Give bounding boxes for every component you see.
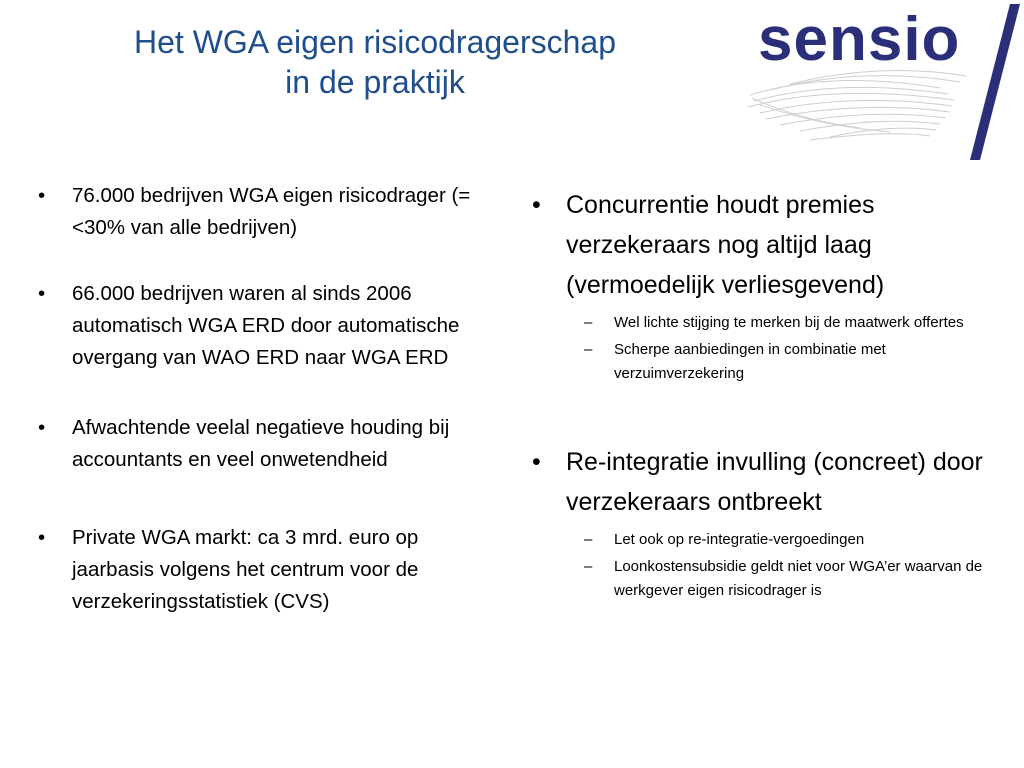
- left-bullet-1: [34, 180, 504, 244]
- sub-bullet-text: Let ook op re-integratie-vergoedingen: [614, 531, 865, 548]
- sensio-logo: [740, 0, 1024, 165]
- right-bullet-1-text: Concurrentie houdt premies verzekeraars nog altijd laag (vermoedelijk verliesgevend): [566, 191, 885, 299]
- bullet-dot: •: [532, 191, 541, 219]
- left-bullet-4: [34, 522, 504, 618]
- title-line-2: in de praktijk: [285, 64, 465, 100]
- right-bullet-2-text: Re-integratie invulling (concreet) door verzekeraars ontbreekt: [566, 448, 983, 516]
- sub-bullet: [566, 528, 998, 552]
- left-bullet-2-text: 66.000 bedrijven waren al sinds 2006 automatisch WGA ERD door automatische overgang van WAO ERD naar WGA ERD: [72, 282, 460, 369]
- sub-bullet: [566, 311, 998, 335]
- bullet-dot: •: [38, 184, 46, 207]
- left-bullet-4-text: Private WGA markt: ca 3 mrd. euro op jaarbasis volgens het centrum voor de verzekeringsstatistiek (CVS): [72, 526, 419, 613]
- sub-bullet-dash: –: [584, 341, 593, 358]
- bullet-dot: •: [532, 448, 541, 476]
- left-bullet-2: [34, 278, 504, 374]
- left-bullet-3-text: Afwachtende veelal negatieve houding bij accountants en veel onwetendheid: [72, 416, 450, 471]
- right-bullet-list: [528, 185, 998, 606]
- sub-bullet-text: Scherpe aanbiedingen in combinatie met verzuimverzekering: [614, 341, 886, 382]
- sub-bullet-dash: –: [584, 558, 593, 575]
- slide-title: [60, 22, 690, 102]
- sub-bullet-dash: –: [584, 314, 593, 331]
- left-bullet-3: [34, 412, 504, 476]
- sub-bullet: [566, 555, 998, 603]
- right-bullet-2-sublist: [566, 528, 998, 603]
- right-bullet-1-sublist: [566, 311, 998, 386]
- bullet-dot: •: [38, 526, 46, 549]
- logo-slash: [970, 4, 1020, 160]
- bullet-dot: •: [38, 416, 46, 439]
- right-bullet-2: [528, 442, 998, 603]
- sub-bullet-text: Wel lichte stijging te merken bij de maatwerk offertes: [614, 314, 964, 331]
- logo-wordmark: sensio: [758, 5, 961, 74]
- title-line-1: Het WGA eigen risicodragerschap: [134, 24, 616, 60]
- left-bullet-list: [34, 180, 504, 652]
- sub-bullet: [566, 338, 998, 386]
- logo-scribble-texture: [748, 71, 966, 140]
- bullet-dot: •: [38, 282, 46, 305]
- left-bullet-1-text: 76.000 bedrijven WGA eigen risicodrager (= <30% van alle bedrijven): [72, 184, 471, 239]
- right-bullet-1: [528, 185, 998, 386]
- sub-bullet-text: Loonkostensubsidie geldt niet voor WGA’er waarvan de werkgever eigen risicodrager is: [614, 558, 983, 599]
- sub-bullet-dash: –: [584, 531, 593, 548]
